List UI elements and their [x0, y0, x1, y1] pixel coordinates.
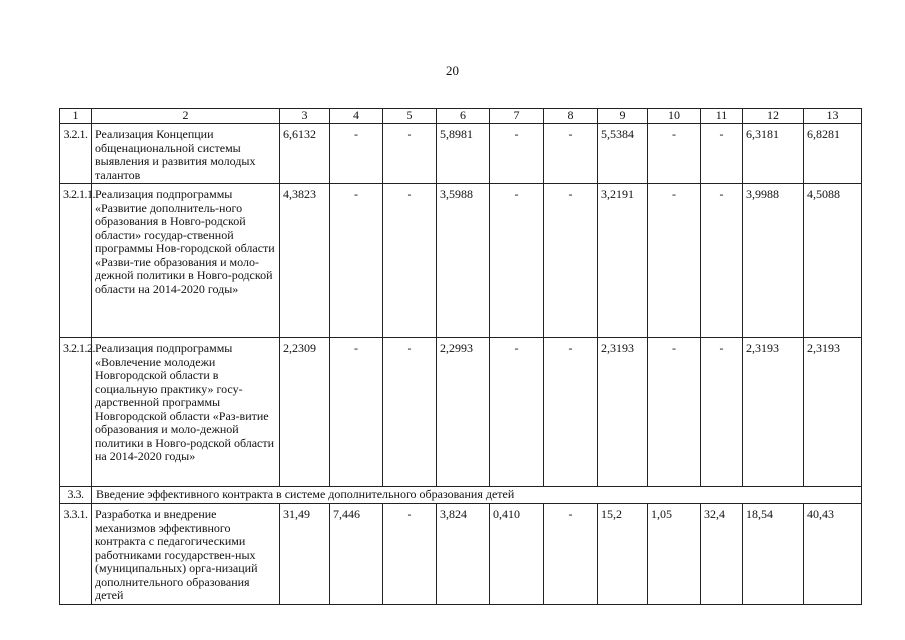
value-cell: - — [701, 338, 743, 487]
value-cell: 40,43 — [804, 504, 862, 605]
value-cell: 1,05 — [648, 504, 701, 605]
column-header: 9 — [598, 109, 648, 124]
row-name: Разработка и внедрение механизмов эффективного контракта с педагогическими работниками государствен-ных (муниципальных) орга-низаций дополнительного образования детей — [92, 504, 280, 605]
value-cell: 2,3193 — [804, 338, 862, 487]
data-table — [59, 108, 862, 605]
row-code: 3.3.1. — [60, 504, 92, 605]
table-row — [60, 124, 862, 184]
column-header: 4 — [330, 109, 383, 124]
column-header: 11 — [701, 109, 743, 124]
value-cell: 5,8981 — [437, 124, 490, 184]
column-header: 7 — [490, 109, 544, 124]
section-code: 3.3. — [60, 487, 92, 504]
section-title: Введение эффективного контракта в системе дополнительного образования детей — [92, 487, 862, 504]
value-cell: - — [648, 124, 701, 184]
value-cell: 32,4 — [701, 504, 743, 605]
value-cell: - — [544, 184, 598, 338]
value-cell: - — [490, 124, 544, 184]
row-name: Реализация Концепции общенациональной системы выявления и развития молодых талантов — [92, 124, 280, 184]
row-code: 3.2.1.1. — [60, 184, 92, 338]
value-cell: 31,49 — [280, 504, 330, 605]
value-cell: - — [383, 184, 437, 338]
value-cell: - — [648, 184, 701, 338]
value-cell: 4,5088 — [804, 184, 862, 338]
table-row — [60, 184, 862, 338]
value-cell: - — [383, 504, 437, 605]
table-row — [60, 504, 862, 605]
page-number: 20 — [446, 63, 459, 78]
value-cell: 3,824 — [437, 504, 490, 605]
value-cell: 3,9988 — [743, 184, 804, 338]
value-cell: 3,5988 — [437, 184, 490, 338]
column-header: 10 — [648, 109, 701, 124]
column-header: 8 — [544, 109, 598, 124]
value-cell: 18,54 — [743, 504, 804, 605]
value-cell: 2,3193 — [598, 338, 648, 487]
value-cell: - — [701, 124, 743, 184]
value-cell: - — [383, 124, 437, 184]
value-cell: 2,3193 — [743, 338, 804, 487]
value-cell: 6,3181 — [743, 124, 804, 184]
value-cell: - — [544, 338, 598, 487]
column-header: 2 — [92, 109, 280, 124]
table-row — [60, 338, 862, 487]
value-cell: - — [330, 338, 383, 487]
value-cell: - — [330, 124, 383, 184]
value-cell: 7,446 — [330, 504, 383, 605]
value-cell: 6,6132 — [280, 124, 330, 184]
value-cell: 15,2 — [598, 504, 648, 605]
row-name: Реализация подпрограммы «Развитие дополнитель-ного образования в Новго-родской области» государ-ственной программы Нов-городской области «Разви-тие образования и моло-дежной политики в Новго-родской области на 2014-2020 годы» — [92, 184, 280, 338]
row-code: 3.2.1.2. — [60, 338, 92, 487]
value-cell: - — [490, 338, 544, 487]
column-header: 6 — [437, 109, 490, 124]
value-cell: - — [544, 504, 598, 605]
row-name: Реализация подпрограммы «Вовлечение молодежи Новгородской области в социальную практику» госу-дарственной программы Новгородской области «Раз-витие образования и моло-дежной политики в Новго-родской области на 2014-2020 годы» — [92, 338, 280, 487]
value-cell: 3,2191 — [598, 184, 648, 338]
section-row — [60, 487, 862, 504]
column-header: 1 — [60, 109, 92, 124]
value-cell: 6,8281 — [804, 124, 862, 184]
value-cell: 2,2309 — [280, 338, 330, 487]
value-cell: - — [701, 184, 743, 338]
value-cell: - — [648, 338, 701, 487]
value-cell: - — [383, 338, 437, 487]
column-header: 3 — [280, 109, 330, 124]
column-header-row — [60, 109, 862, 124]
value-cell: - — [330, 184, 383, 338]
column-header: 13 — [804, 109, 862, 124]
value-cell: 0,410 — [490, 504, 544, 605]
value-cell: 5,5384 — [598, 124, 648, 184]
value-cell: - — [490, 184, 544, 338]
row-code: 3.2.1. — [60, 124, 92, 184]
value-cell: 2,2993 — [437, 338, 490, 487]
value-cell: - — [544, 124, 598, 184]
value-cell: 4,3823 — [280, 184, 330, 338]
column-header: 5 — [383, 109, 437, 124]
column-header: 12 — [743, 109, 804, 124]
